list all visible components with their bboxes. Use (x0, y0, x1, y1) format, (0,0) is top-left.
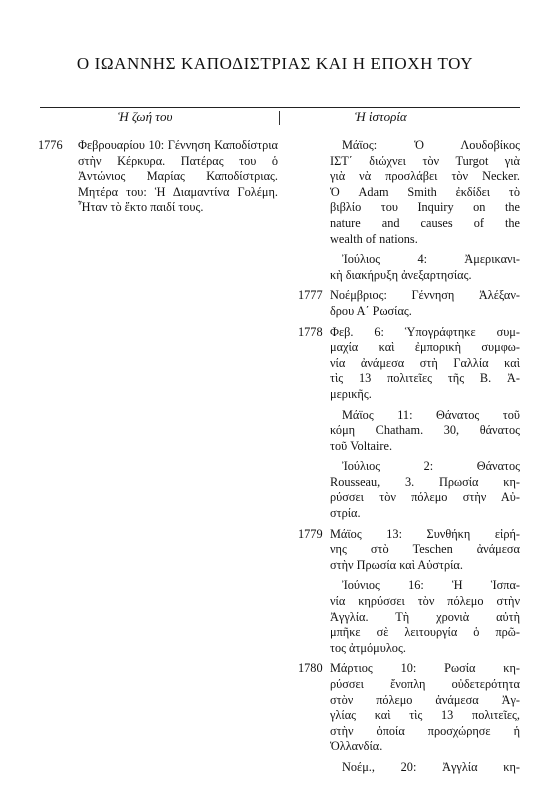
history-line: Μάϊος: Ὁ Λουδοβίκος (342, 138, 520, 152)
right-column-header: Ἡ ἱστορία (355, 109, 407, 124)
history-line: νία κηρύσσει τὸν πόλεμο στὴν (330, 594, 520, 609)
history-line: Νοέμ., 20: Ἀγγλία κη- (342, 759, 520, 774)
history-line: Φεβ. 6: Ὑπογράφτηκε συμ- (330, 324, 520, 339)
history-line: τὶς 13 πολιτεῖες τῆς Β. Ἀ- (330, 371, 520, 386)
history-line: Ἰούλιος 2: Θάνατος (342, 459, 520, 474)
history-line: Μάρτιος 10: Ρωσία κη- (330, 661, 520, 676)
history-line: ρύσσει ἔνοπλη οὐδετερότητα (330, 677, 520, 691)
history-entry (298, 760, 520, 776)
history-line: στὴν Πρωσία καὶ Αὐστρία. (330, 557, 463, 572)
history-entry-year: 1779 (298, 526, 323, 541)
history-entry (298, 408, 520, 455)
history-line: κὴ διακήρυξη ἀνεξαρτησίας. (330, 267, 472, 282)
history-line: γιὰ νὰ προσλάβει τὸν Necker. (330, 169, 520, 184)
history-line: μερικῆς. (330, 386, 372, 401)
history-line: Μάϊος 11: Θάνατος τοῦ (342, 407, 520, 422)
column-divider (279, 111, 280, 125)
history-line: κόμη Chatham. 30, θάνατος (330, 423, 520, 438)
history-entry (298, 288, 520, 319)
history-line: νία ἀνάμεσα στὴ Γαλλία καὶ (330, 355, 520, 370)
history-entry (298, 252, 520, 283)
history-line: Ὁ Adam Smith ἐκδίδει τὸ (330, 184, 520, 199)
history-entry (298, 527, 520, 574)
history-line: νης στὸ Teschen ἀνάμεσα (330, 542, 520, 557)
history-line: Rousseau, 3. Πρωσία κη- (330, 474, 520, 489)
history-line: Νοέμβριος: Γέννηση Ἀλέξαν- (330, 288, 520, 303)
history-entry-year: 1778 (298, 324, 323, 339)
history-line: nature and causes of the (330, 215, 520, 230)
history-line: τος ἀτμόμυλος. (330, 640, 406, 655)
header-rule (40, 107, 520, 108)
history-line: βιβλίο του Inquiry on the (330, 200, 520, 215)
history-entry (298, 661, 520, 755)
history-line: ρύσσει τὸν πόλεμο στὴν Αὐ- (330, 490, 520, 505)
history-line: Ἰούλιος 4: Ἀμερικανι- (342, 252, 520, 267)
page-title: Ο ΙΩΑΝΝΗΣ ΚΑΠΟΔΙΣΤΡΙΑΣ ΚΑΙ Η ΕΠΟΧΗ ΤΟΥ (76, 54, 474, 73)
history-line: στὴν ὁποία προσχώρησε ἡ (330, 723, 520, 738)
history-line: Ἰούνιος 16: Ἡ Ἱσπα- (342, 578, 520, 593)
history-column (298, 138, 520, 781)
life-entry-year: 1776 (38, 138, 63, 152)
history-line: γλίας καὶ τὶς 13 πολιτεῖες, (330, 708, 520, 723)
history-line: ΙΣΤ΄ διώχνει τὸν Turgot γιὰ (330, 153, 520, 168)
life-entry (38, 138, 278, 216)
history-line: δρου Α΄ Ρωσίας. (330, 303, 412, 318)
history-entry-year: 1780 (298, 661, 323, 676)
history-line: στρία. (330, 506, 361, 521)
left-column-header: Ἡ ζωή του (118, 109, 173, 124)
history-line: μπῆκε σὲ λειτουργία ὁ πρῶ- (330, 625, 520, 640)
history-line: Ὁλλανδία. (330, 739, 383, 754)
history-entry-year: 1777 (298, 288, 323, 303)
history-entry (298, 325, 520, 403)
life-column (38, 138, 278, 216)
history-line: μαχία καὶ ἐμπορικὴ συμφω- (330, 340, 520, 355)
history-line: wealth of nations. (330, 231, 418, 246)
history-entry (298, 578, 520, 656)
history-line: στὸν πόλεμο ἀνάμεσα Ἀγ- (330, 692, 520, 707)
life-entry-text: Φεβρουαρίου 10: Γέννηση Καποδίστρια στὴν Κέρκυρα. Πατέρας του ὁ Ἀντώνιος Μαρίας Καποδίστριας. Μητέρα του: Ἡ Διαμαντίνα Γολέμη. Ἦταν τὸ ἕκτο παιδί τους. (78, 138, 278, 215)
history-entry (298, 459, 520, 521)
history-entry (298, 138, 520, 247)
history-line: τοῦ Voltaire. (330, 438, 393, 453)
history-line: Ἀγγλία. Τὴ χρονιὰ αὐτὴ (330, 609, 520, 624)
history-line: Μάϊος 13: Συνθήκη εἰρή- (330, 526, 520, 541)
